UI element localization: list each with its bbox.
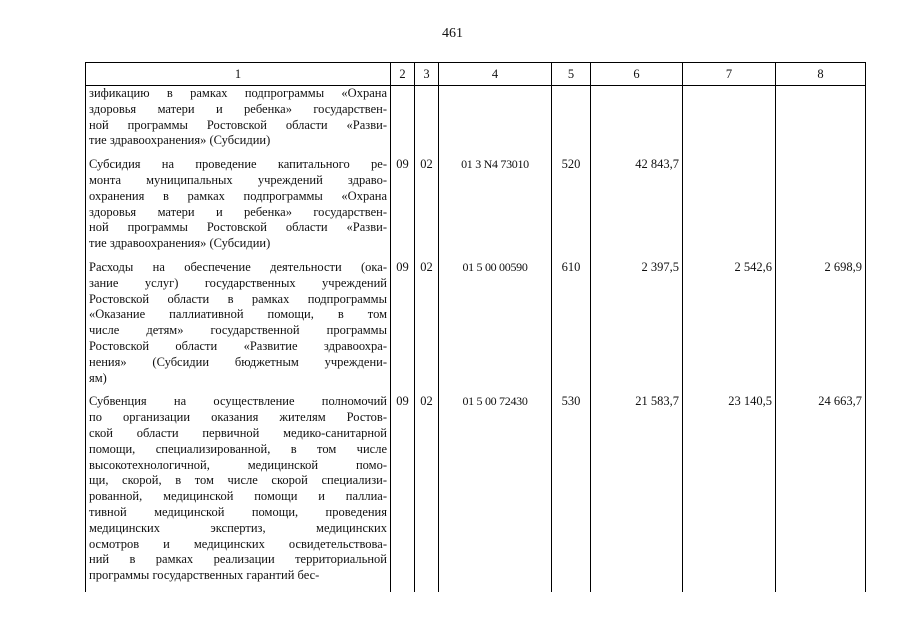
description-line: ной программы Ростовской области «Разви- — [89, 220, 387, 235]
budget-table — [85, 62, 866, 592]
row-description — [86, 260, 391, 394]
description-line: Ростовской области в рамках подпрограммы — [89, 291, 387, 306]
description-line: здоровья матери и ребенка» государствен- — [89, 101, 387, 116]
description-line: зификацию в рамках подпрограммы «Охрана — [89, 86, 387, 100]
header-col-4: 4 — [439, 63, 552, 86]
header-col-7: 7 — [683, 63, 776, 86]
description-line: нения» (Субсидии бюджетным учреждени- — [89, 354, 387, 369]
description-line: ний в рамках реализации территориальной — [89, 552, 387, 567]
description-line: тие здравоохранения» (Субсидии) — [89, 236, 271, 251]
row-description — [86, 86, 391, 158]
row-description — [86, 157, 391, 260]
description-line: помощи, специализированной, в том числе — [89, 441, 387, 456]
target-article-code — [439, 86, 552, 158]
section-code: 09 — [391, 394, 415, 592]
header-col-3: 3 — [415, 63, 439, 86]
amount-year-2 — [683, 157, 776, 260]
description-line: Ростовской области «Развитие здравоохра- — [89, 338, 387, 353]
description-line: медицинских экспертиз, медицинских — [89, 520, 387, 535]
description-line: зание услуг) государственных учреждений — [89, 275, 387, 290]
description-line: монта муниципальных учреждений здраво- — [89, 172, 387, 187]
row-description — [86, 394, 391, 592]
target-article-code: 01 5 00 00590 — [439, 260, 552, 394]
description-line: рованной, медицинской помощи и паллиа- — [89, 489, 387, 504]
description-line: щи, скорой, в том числе скорой специализи- — [89, 473, 387, 488]
header-col-2: 2 — [391, 63, 415, 86]
target-article-code: 01 5 00 72430 — [439, 394, 552, 592]
table-row — [86, 157, 866, 260]
amount-year-3: 24 663,7 — [776, 394, 866, 592]
expense-type-code: 520 — [552, 157, 591, 260]
description-line: осмотров и медицинских освидетельствова- — [89, 536, 387, 551]
header-col-8: 8 — [776, 63, 866, 86]
target-article-code: 01 3 N4 73010 — [439, 157, 552, 260]
subsection-code: 02 — [415, 394, 439, 592]
amount-year-1 — [591, 86, 683, 158]
subsection-code: 02 — [415, 157, 439, 260]
amount-year-2: 23 140,5 — [683, 394, 776, 592]
subsection-code — [415, 86, 439, 158]
amount-year-3 — [776, 157, 866, 260]
amount-year-1: 21 583,7 — [591, 394, 683, 592]
description-line: числе детям» государственной программы — [89, 323, 387, 338]
table-row — [86, 86, 866, 158]
description-line: Субсидия на проведение капитального ре- — [89, 157, 387, 172]
table-row — [86, 260, 866, 394]
amount-year-1: 42 843,7 — [591, 157, 683, 260]
description-line: ной программы Ростовской области «Разви- — [89, 117, 387, 132]
description-line: тивной медицинской помощи, проведения — [89, 504, 387, 519]
description-line: высокотехнологичной, медицинской помо- — [89, 457, 387, 472]
expense-type-code — [552, 86, 591, 158]
description-line: охранения в рамках подпрограммы «Охрана — [89, 188, 387, 203]
amount-year-2: 2 542,6 — [683, 260, 776, 394]
description-line: по организации оказания жителям Ростов- — [89, 410, 387, 425]
header-col-6: 6 — [591, 63, 683, 86]
subsection-code: 02 — [415, 260, 439, 394]
section-code — [391, 86, 415, 158]
amount-year-2 — [683, 86, 776, 158]
description-line: «Оказание паллиативной помощи, в том — [89, 307, 387, 322]
description-line: ям) — [89, 370, 107, 385]
section-code: 09 — [391, 157, 415, 260]
table-body — [86, 86, 866, 592]
expense-type-code: 610 — [552, 260, 591, 394]
page-number: 461 — [442, 26, 463, 41]
header-row — [86, 63, 866, 86]
description-line: тие здравоохранения» (Субсидии) — [89, 133, 271, 148]
section-code: 09 — [391, 260, 415, 394]
description-line: здоровья матери и ребенка» государствен- — [89, 204, 387, 219]
table-row — [86, 394, 866, 592]
amount-year-3: 2 698,9 — [776, 260, 866, 394]
expense-type-code: 530 — [552, 394, 591, 592]
header-col-1: 1 — [86, 63, 391, 86]
description-line: программы государственных гарантий бес- — [89, 568, 320, 583]
amount-year-1: 2 397,5 — [591, 260, 683, 394]
header-col-5: 5 — [552, 63, 591, 86]
amount-year-3 — [776, 86, 866, 158]
description-line: Расходы на обеспечение деятельности (ока- — [89, 259, 387, 274]
description-line: Субвенция на осуществление полномочий — [89, 394, 387, 409]
description-line: ской области первичной медико-санитарной — [89, 425, 387, 440]
